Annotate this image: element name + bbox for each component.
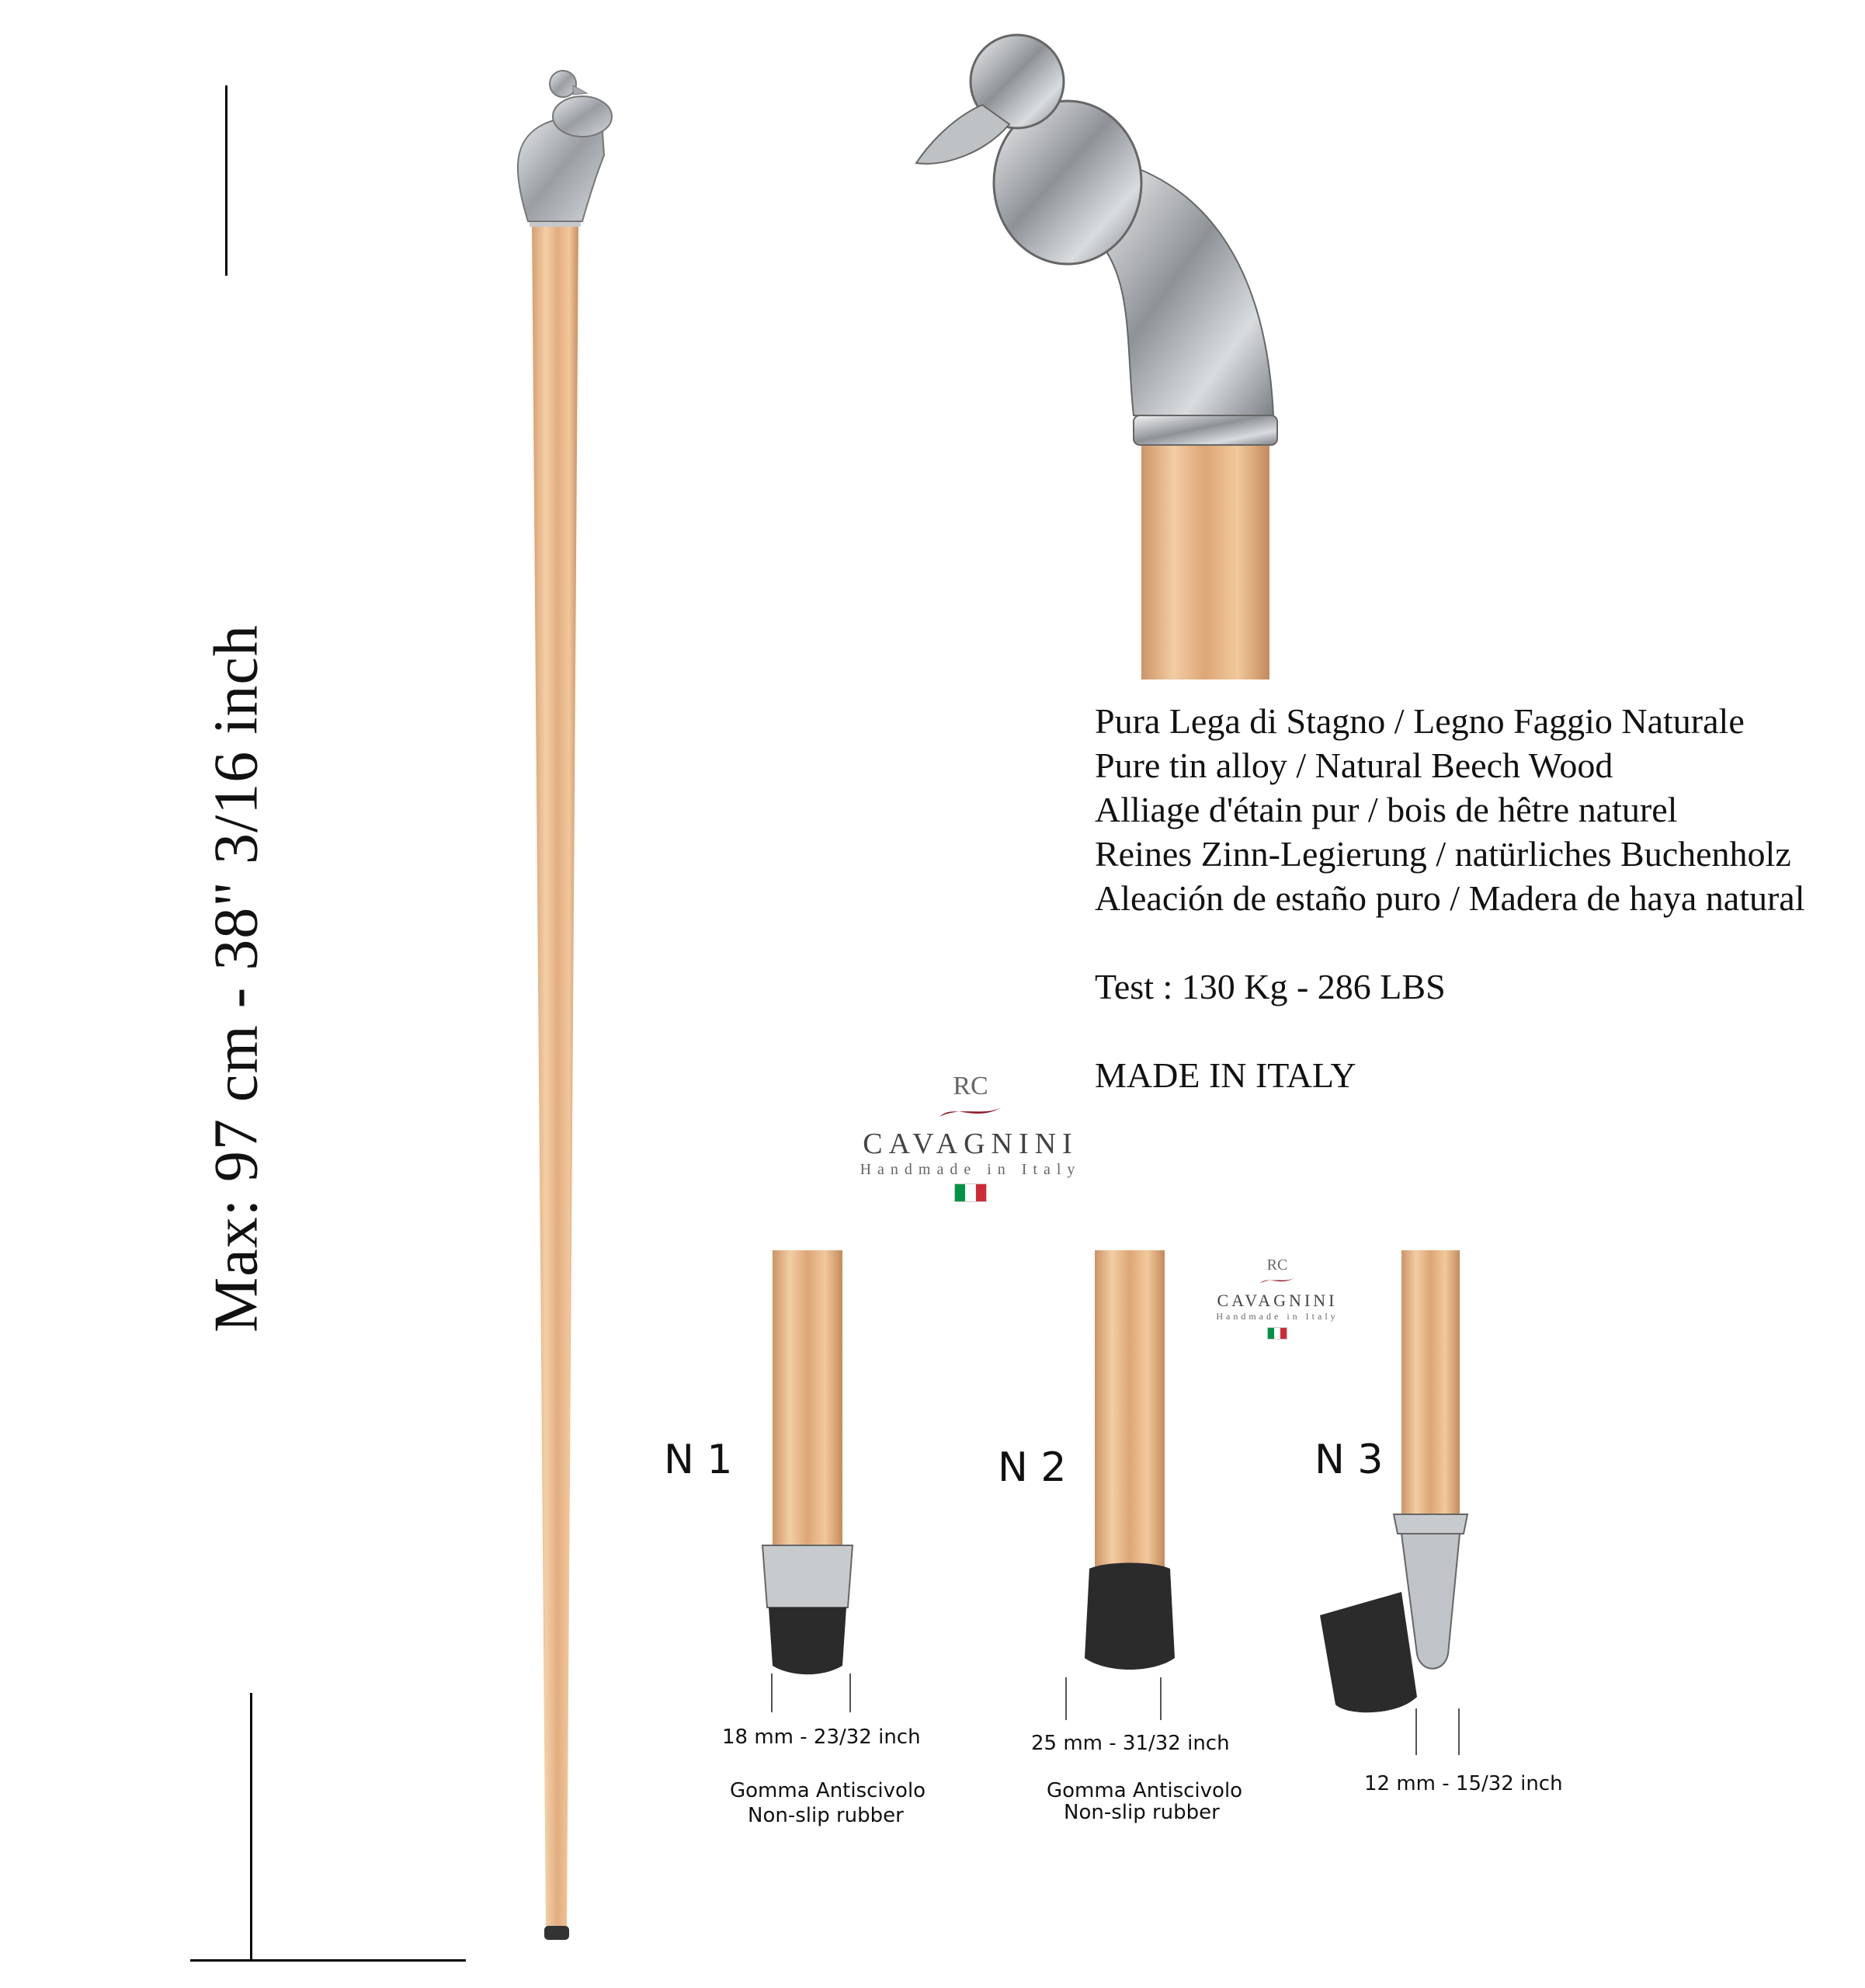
max-length-label: Max: 97 cm - 38" 3/16 inch xyxy=(202,624,271,1333)
tip-n3-image xyxy=(1312,1250,1499,1732)
logo-small-brand: CAVAGNINI xyxy=(1217,1291,1338,1310)
made-in-italy-text: MADE IN ITALY xyxy=(1095,1055,1356,1095)
top-dimension-line xyxy=(225,85,227,276)
tip-n2-size: 25 mm - 31/32 inch xyxy=(1031,1732,1230,1755)
tip-n2-size-tick-left xyxy=(1065,1677,1067,1720)
tip-n3-title: N 3 xyxy=(1315,1437,1384,1483)
handle-closeup-image xyxy=(901,19,1304,679)
full-cane-image xyxy=(404,47,637,1972)
description-line-it: Pura Lega di Stagno / Legno Faggio Naturale xyxy=(1095,701,1745,741)
load-test-text: Test : 130 Kg - 286 LBS xyxy=(1095,967,1446,1006)
tip-n1-size-tick-left xyxy=(771,1673,773,1712)
italian-flag-small-icon xyxy=(1267,1327,1287,1340)
logo-initials: RC xyxy=(953,1072,988,1100)
tip-n1-size: 18 mm - 23/32 inch xyxy=(722,1726,921,1749)
logo-swoosh-icon xyxy=(936,1101,1005,1123)
tip-n2-desc-en: Non-slip rubber xyxy=(1064,1801,1220,1824)
tip-n3-size: 12 mm - 15/32 inch xyxy=(1364,1772,1563,1795)
tip-n1-title: N 1 xyxy=(664,1437,733,1483)
tip-n1-desc-en: Non-slip rubber xyxy=(748,1804,904,1827)
logo-brand: CAVAGNINI xyxy=(863,1128,1078,1160)
description-line-es: Aleación de estaño puro / Madera de haya natural xyxy=(1095,878,1805,918)
tip-n3-size-tick-left xyxy=(1415,1708,1417,1755)
tip-n1-desc-it: Gomma Antiscivolo xyxy=(730,1779,926,1802)
tip-n3-size-tick-right xyxy=(1458,1708,1460,1755)
bottom-dimension-line xyxy=(250,1693,252,1961)
description-line-de: Reines Zinn-Legierung / natürliches Buchenholz xyxy=(1095,834,1791,874)
product-description xyxy=(1095,699,1805,1097)
logo-tagline: Handmade in Italy xyxy=(860,1161,1082,1178)
tip-n2-size-tick-right xyxy=(1160,1677,1162,1720)
tip-n1-size-tick-right xyxy=(849,1673,851,1712)
tip-n2-title: N 2 xyxy=(998,1444,1067,1491)
logo-small-swoosh-icon xyxy=(1258,1274,1297,1287)
description-line-en: Pure tin alloy / Natural Beech Wood xyxy=(1095,746,1613,785)
logo-small-initials: RC xyxy=(1266,1256,1288,1274)
italian-flag-icon xyxy=(954,1183,987,1202)
brand-logo xyxy=(839,1072,1103,1205)
tip-n2-image xyxy=(1060,1250,1200,1685)
tip-n1-image xyxy=(738,1250,877,1685)
tip-n2-desc-it: Gomma Antiscivolo xyxy=(1047,1779,1243,1802)
logo-small-tagline: Handmade in Italy xyxy=(1216,1311,1339,1322)
description-line-fr: Alliage d'étain pur / bois de hêtre naturel xyxy=(1095,790,1678,829)
